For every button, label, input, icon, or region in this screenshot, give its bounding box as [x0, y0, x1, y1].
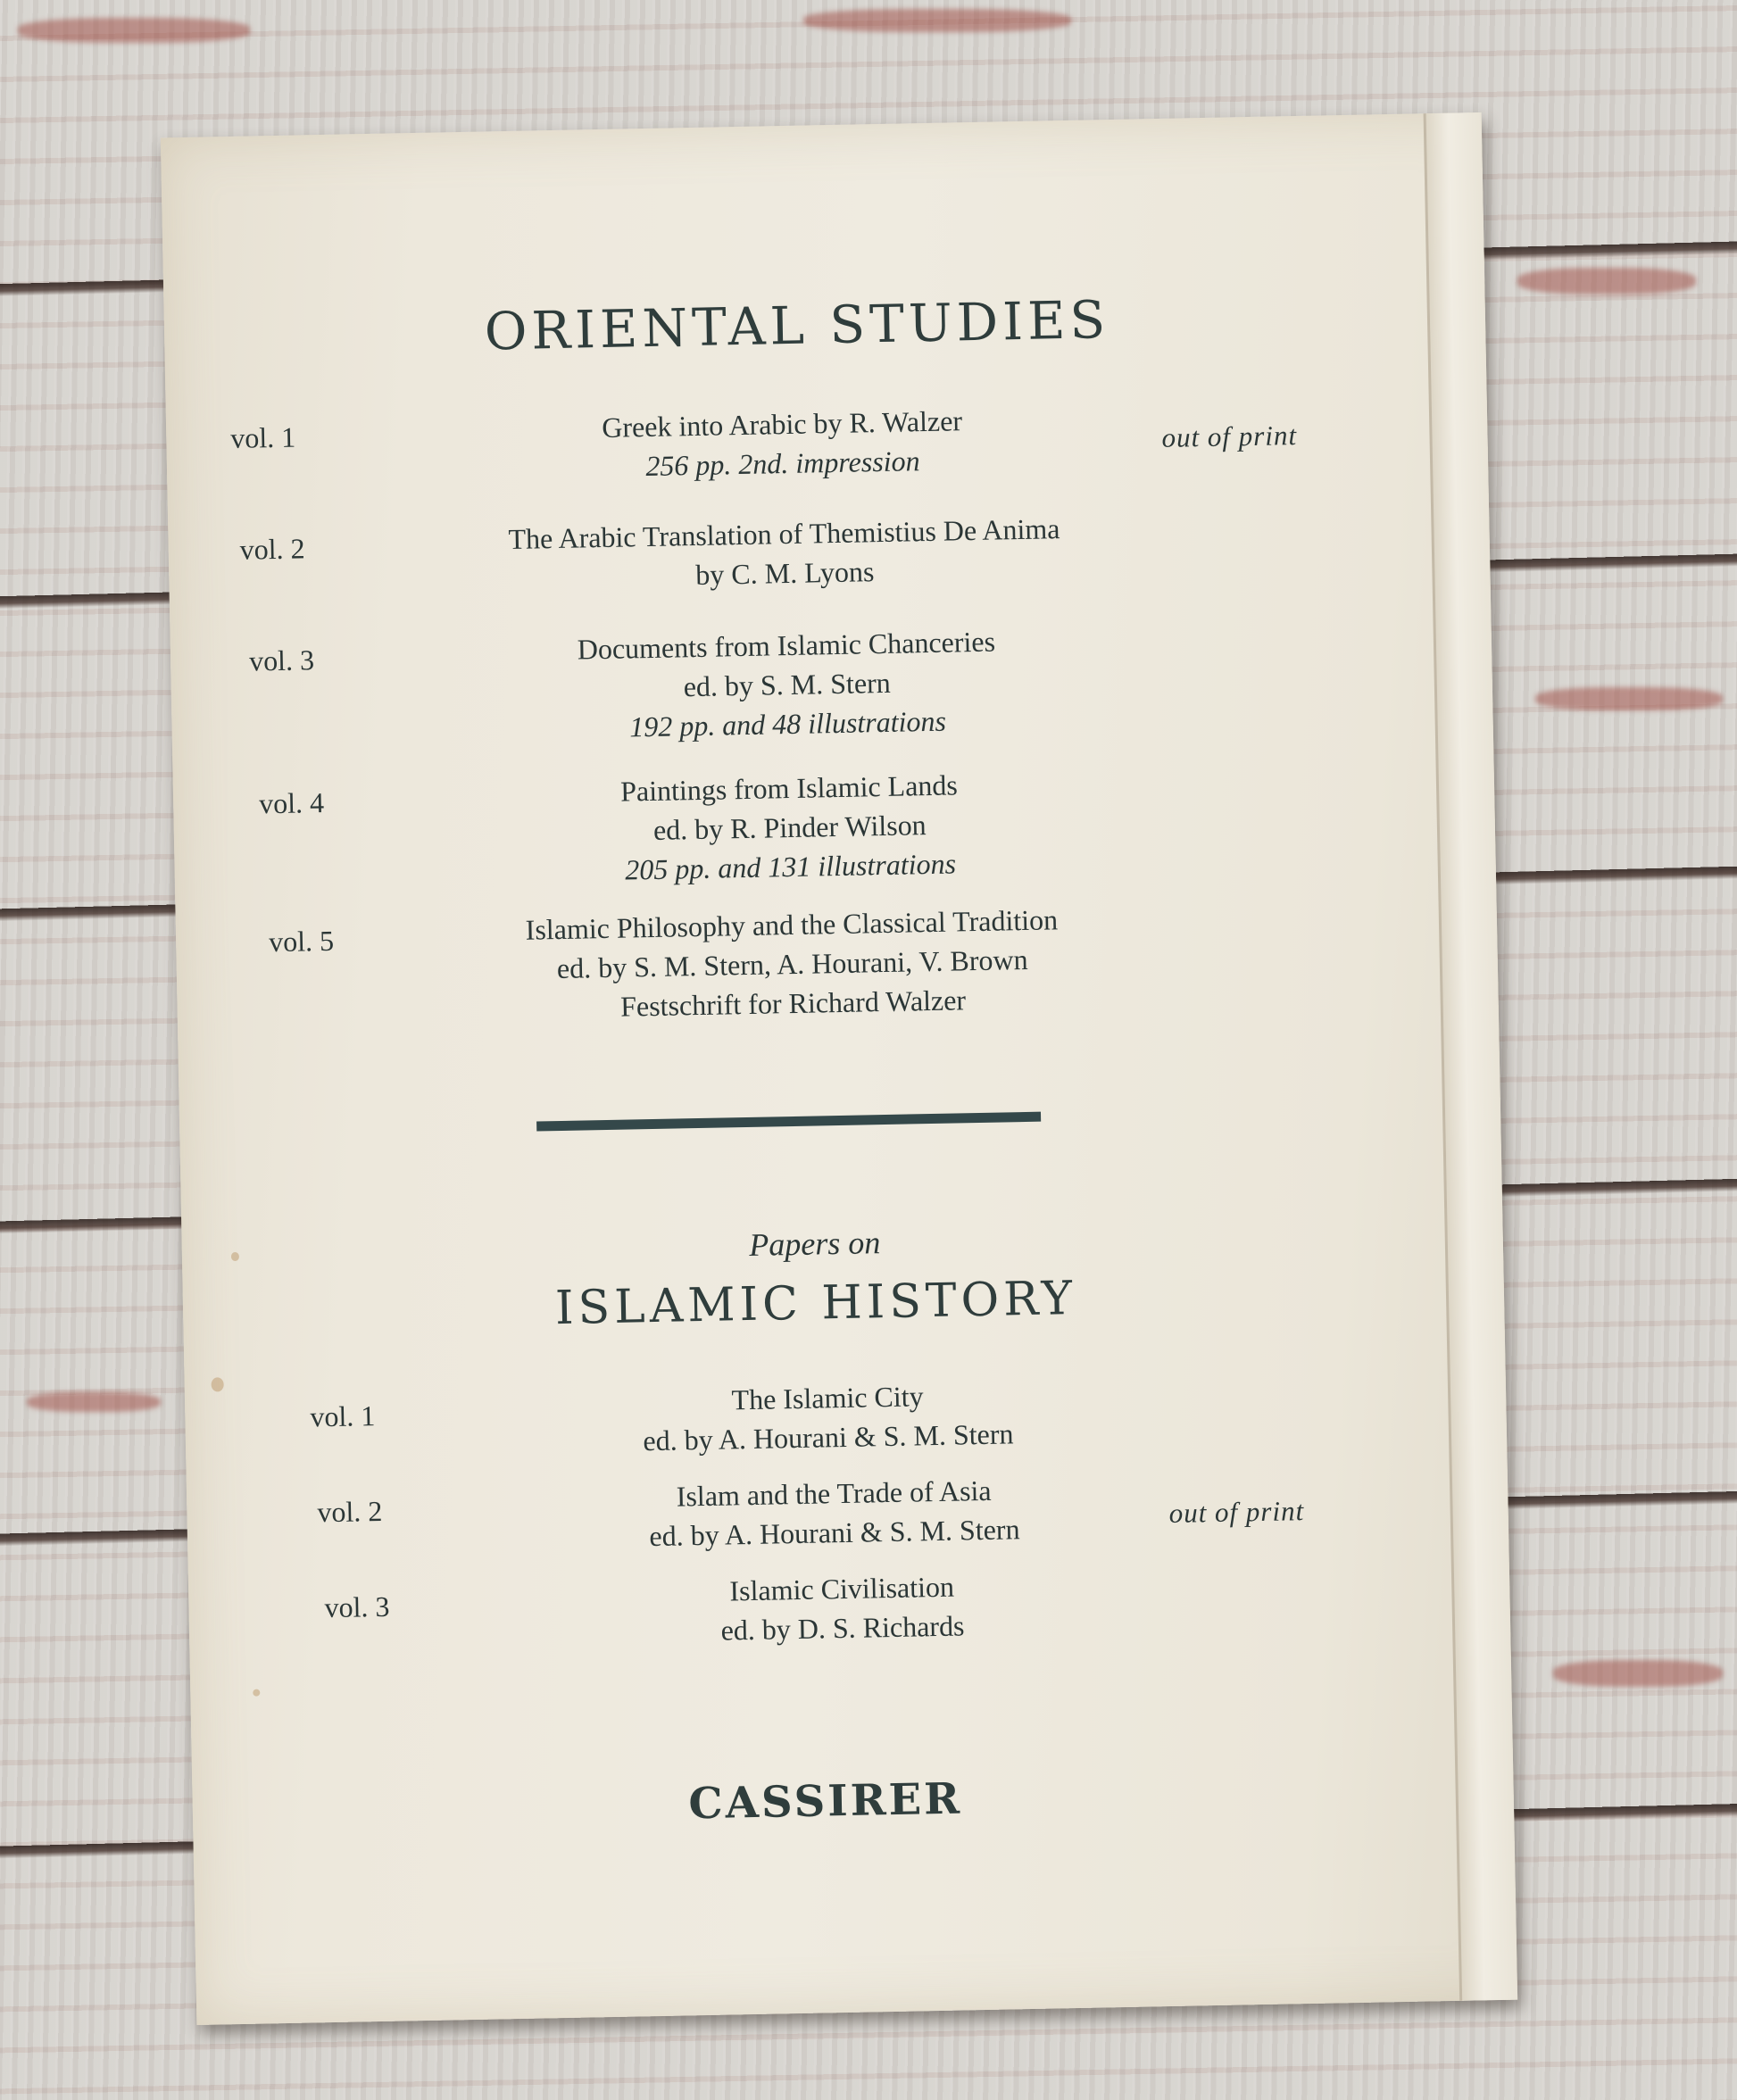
- volume-editor: ed. by D. S. Richards: [720, 1609, 965, 1647]
- wood-stain: [18, 18, 250, 43]
- volume-number: vol. 2: [317, 1494, 383, 1529]
- volume-title: Islam and the Trade of Asia: [676, 1473, 992, 1513]
- volume-details: [512, 1467, 1157, 1558]
- oriental-entry: [173, 765, 1441, 914]
- volume-title: Islamic Civilisation: [729, 1570, 955, 1607]
- volume-editor: ed. by S. M. Stern, A. Hourani, V. Brown: [556, 942, 1028, 985]
- islamic-entry: [188, 1570, 1456, 1719]
- volume-number: vol. 1: [229, 420, 296, 454]
- volume-details: [465, 619, 1110, 750]
- volume-editor: ed. by R. Pinder Wilson: [652, 809, 927, 846]
- volume-number: vol. 3: [248, 643, 315, 677]
- volume-note: Festschrift for Richard Walzer: [619, 984, 967, 1023]
- volume-title: The Arabic Translation of Themistius De Anima: [508, 512, 1060, 555]
- volume-pages: 192 pp. and 48 illustrations: [628, 704, 947, 743]
- volume-details: [520, 1563, 1165, 1654]
- volume-pages: 256 pp. 2nd. impression: [645, 444, 920, 483]
- book-back-cover: [161, 112, 1517, 2025]
- oriental-studies-title: ORIENTAL STUDIES: [484, 289, 1110, 362]
- wood-stain: [1517, 268, 1696, 295]
- oriental-entry: [170, 622, 1438, 771]
- volume-number: vol. 1: [310, 1399, 376, 1433]
- volume-title: The Islamic City: [731, 1380, 924, 1416]
- wood-stain: [27, 1392, 161, 1412]
- volume-details: [506, 1372, 1151, 1463]
- volume-pages: 205 pp. and 131 illustrations: [624, 847, 957, 886]
- volume-details: [453, 899, 1133, 1030]
- islamic-history-title: ISLAMIC HISTORY: [554, 1271, 1077, 1336]
- volume-number: vol. 4: [258, 786, 325, 820]
- papers-on-label: Papers on: [748, 1224, 881, 1263]
- volume-details: [468, 762, 1112, 892]
- out-of-print-note: out of print: [1168, 1495, 1305, 1529]
- volume-author: by C. M. Lyons: [694, 555, 875, 591]
- volume-title: Islamic Philosophy and the Classical Tradition: [525, 903, 1059, 946]
- volume-editor: ed. by A. Hourani & S. M. Stern: [643, 1417, 1014, 1457]
- volume-title: Documents from Islamic Chanceries: [577, 625, 996, 666]
- section-divider: [536, 1112, 1041, 1132]
- volume-title: Paintings from Islamic Lands: [619, 768, 959, 808]
- cover-text: [161, 113, 1462, 2025]
- wood-stain: [1535, 687, 1723, 710]
- publisher-name: CASSIRER: [687, 1773, 963, 1830]
- volume-editor: ed. by S. M. Stern: [683, 666, 892, 703]
- oriental-entry: [176, 903, 1443, 1052]
- wood-stain: [803, 9, 1071, 32]
- volume-title: Greek into Arabic by R. Walzer: [601, 404, 963, 444]
- volume-details: [461, 398, 1105, 489]
- volume-editor: ed. by A. Hourani & S. M. Stern: [649, 1513, 1020, 1553]
- out-of-print-note: out of print: [1161, 419, 1298, 453]
- volume-number: vol. 3: [324, 1590, 390, 1624]
- volume-details: [436, 508, 1134, 600]
- volume-number: vol. 2: [239, 532, 305, 566]
- wood-stain: [1553, 1660, 1723, 1687]
- volume-number: vol. 5: [268, 924, 335, 959]
